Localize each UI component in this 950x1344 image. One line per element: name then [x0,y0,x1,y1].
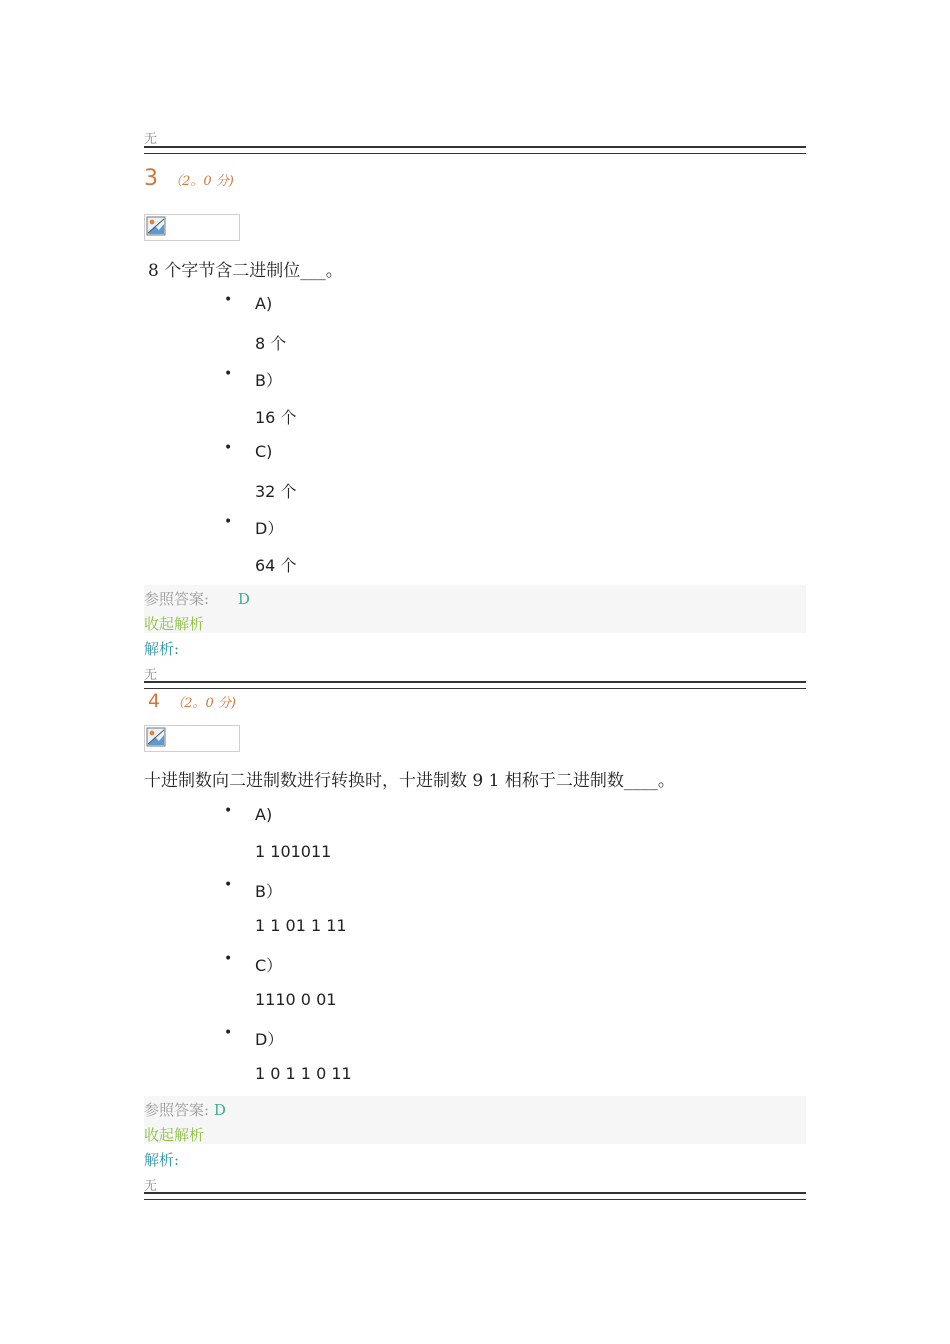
collapse-analysis-link[interactable]: 收起解析 [144,615,205,633]
option-b-text[interactable]: 1 1 01 1 11 [255,916,347,935]
bullet-icon: • [224,951,233,967]
previous-analysis-text: 无 [144,132,158,147]
image-placeholder [144,725,240,752]
question-header [144,166,234,191]
question-score: （2。0 分) [169,174,234,189]
option-b-label[interactable]: B） [255,882,282,901]
divider [144,681,806,689]
option-b-label[interactable]: B） [255,371,282,390]
answer-value: D [237,590,250,608]
option-c-label[interactable]: C) [255,442,273,461]
option-c-text[interactable]: 1110 0 01 [255,990,337,1009]
option-a-label[interactable]: A) [255,805,273,824]
collapse-analysis-link[interactable]: 收起解析 [144,1126,205,1144]
bullet-icon: • [224,514,233,530]
question-number: 4 [148,690,161,712]
answer-label: 参照答案: [144,590,210,608]
option-a-text[interactable]: 8 个 [255,334,287,353]
option-d-label[interactable]: D） [255,519,284,538]
answer-value: D [213,1101,226,1119]
reference-answer [144,1099,226,1120]
bullet-icon: • [224,292,233,308]
option-b-text[interactable]: 16 个 [255,408,297,427]
option-d-label[interactable]: D） [255,1030,284,1049]
option-c-label[interactable]: C） [255,956,283,975]
reference-answer [144,588,250,609]
previous-question-tail [144,128,806,147]
divider [144,1192,806,1200]
answer-panel [144,1096,806,1144]
option-a-text[interactable]: 1 101011 [255,842,332,861]
analysis-label: 解析: [144,1151,180,1169]
question-number: 3 [144,166,158,191]
option-d-text[interactable]: 1 0 1 1 0 11 [255,1064,352,1083]
option-c-text[interactable]: 32 个 [255,482,297,501]
analysis-label: 解析: [144,640,180,658]
analysis-text: 无 [144,1179,158,1194]
broken-image-icon [146,216,166,236]
bullet-icon: • [224,803,233,819]
bullet-icon: • [224,877,233,893]
option-a-label[interactable]: A) [255,294,273,313]
bullet-icon: • [224,440,233,456]
answer-label: 参照答案: [144,1101,210,1119]
image-placeholder [144,214,240,241]
bullet-icon: • [224,1025,233,1041]
question-header [148,690,236,712]
divider [144,146,806,154]
question-text: 十进制数向二进制数进行转换时，十进制数 9 1 相称于二进制数____。 [144,771,675,791]
analysis-text: 无 [144,668,158,683]
question-text: 8 个字节含二进制位___。 [148,261,343,281]
bullet-icon: • [224,366,233,382]
question-score: （2。0 分) [171,696,236,711]
question-3 [144,166,806,686]
broken-image-icon [146,727,166,747]
option-d-text[interactable]: 64 个 [255,556,297,575]
question-4 [144,690,806,1200]
